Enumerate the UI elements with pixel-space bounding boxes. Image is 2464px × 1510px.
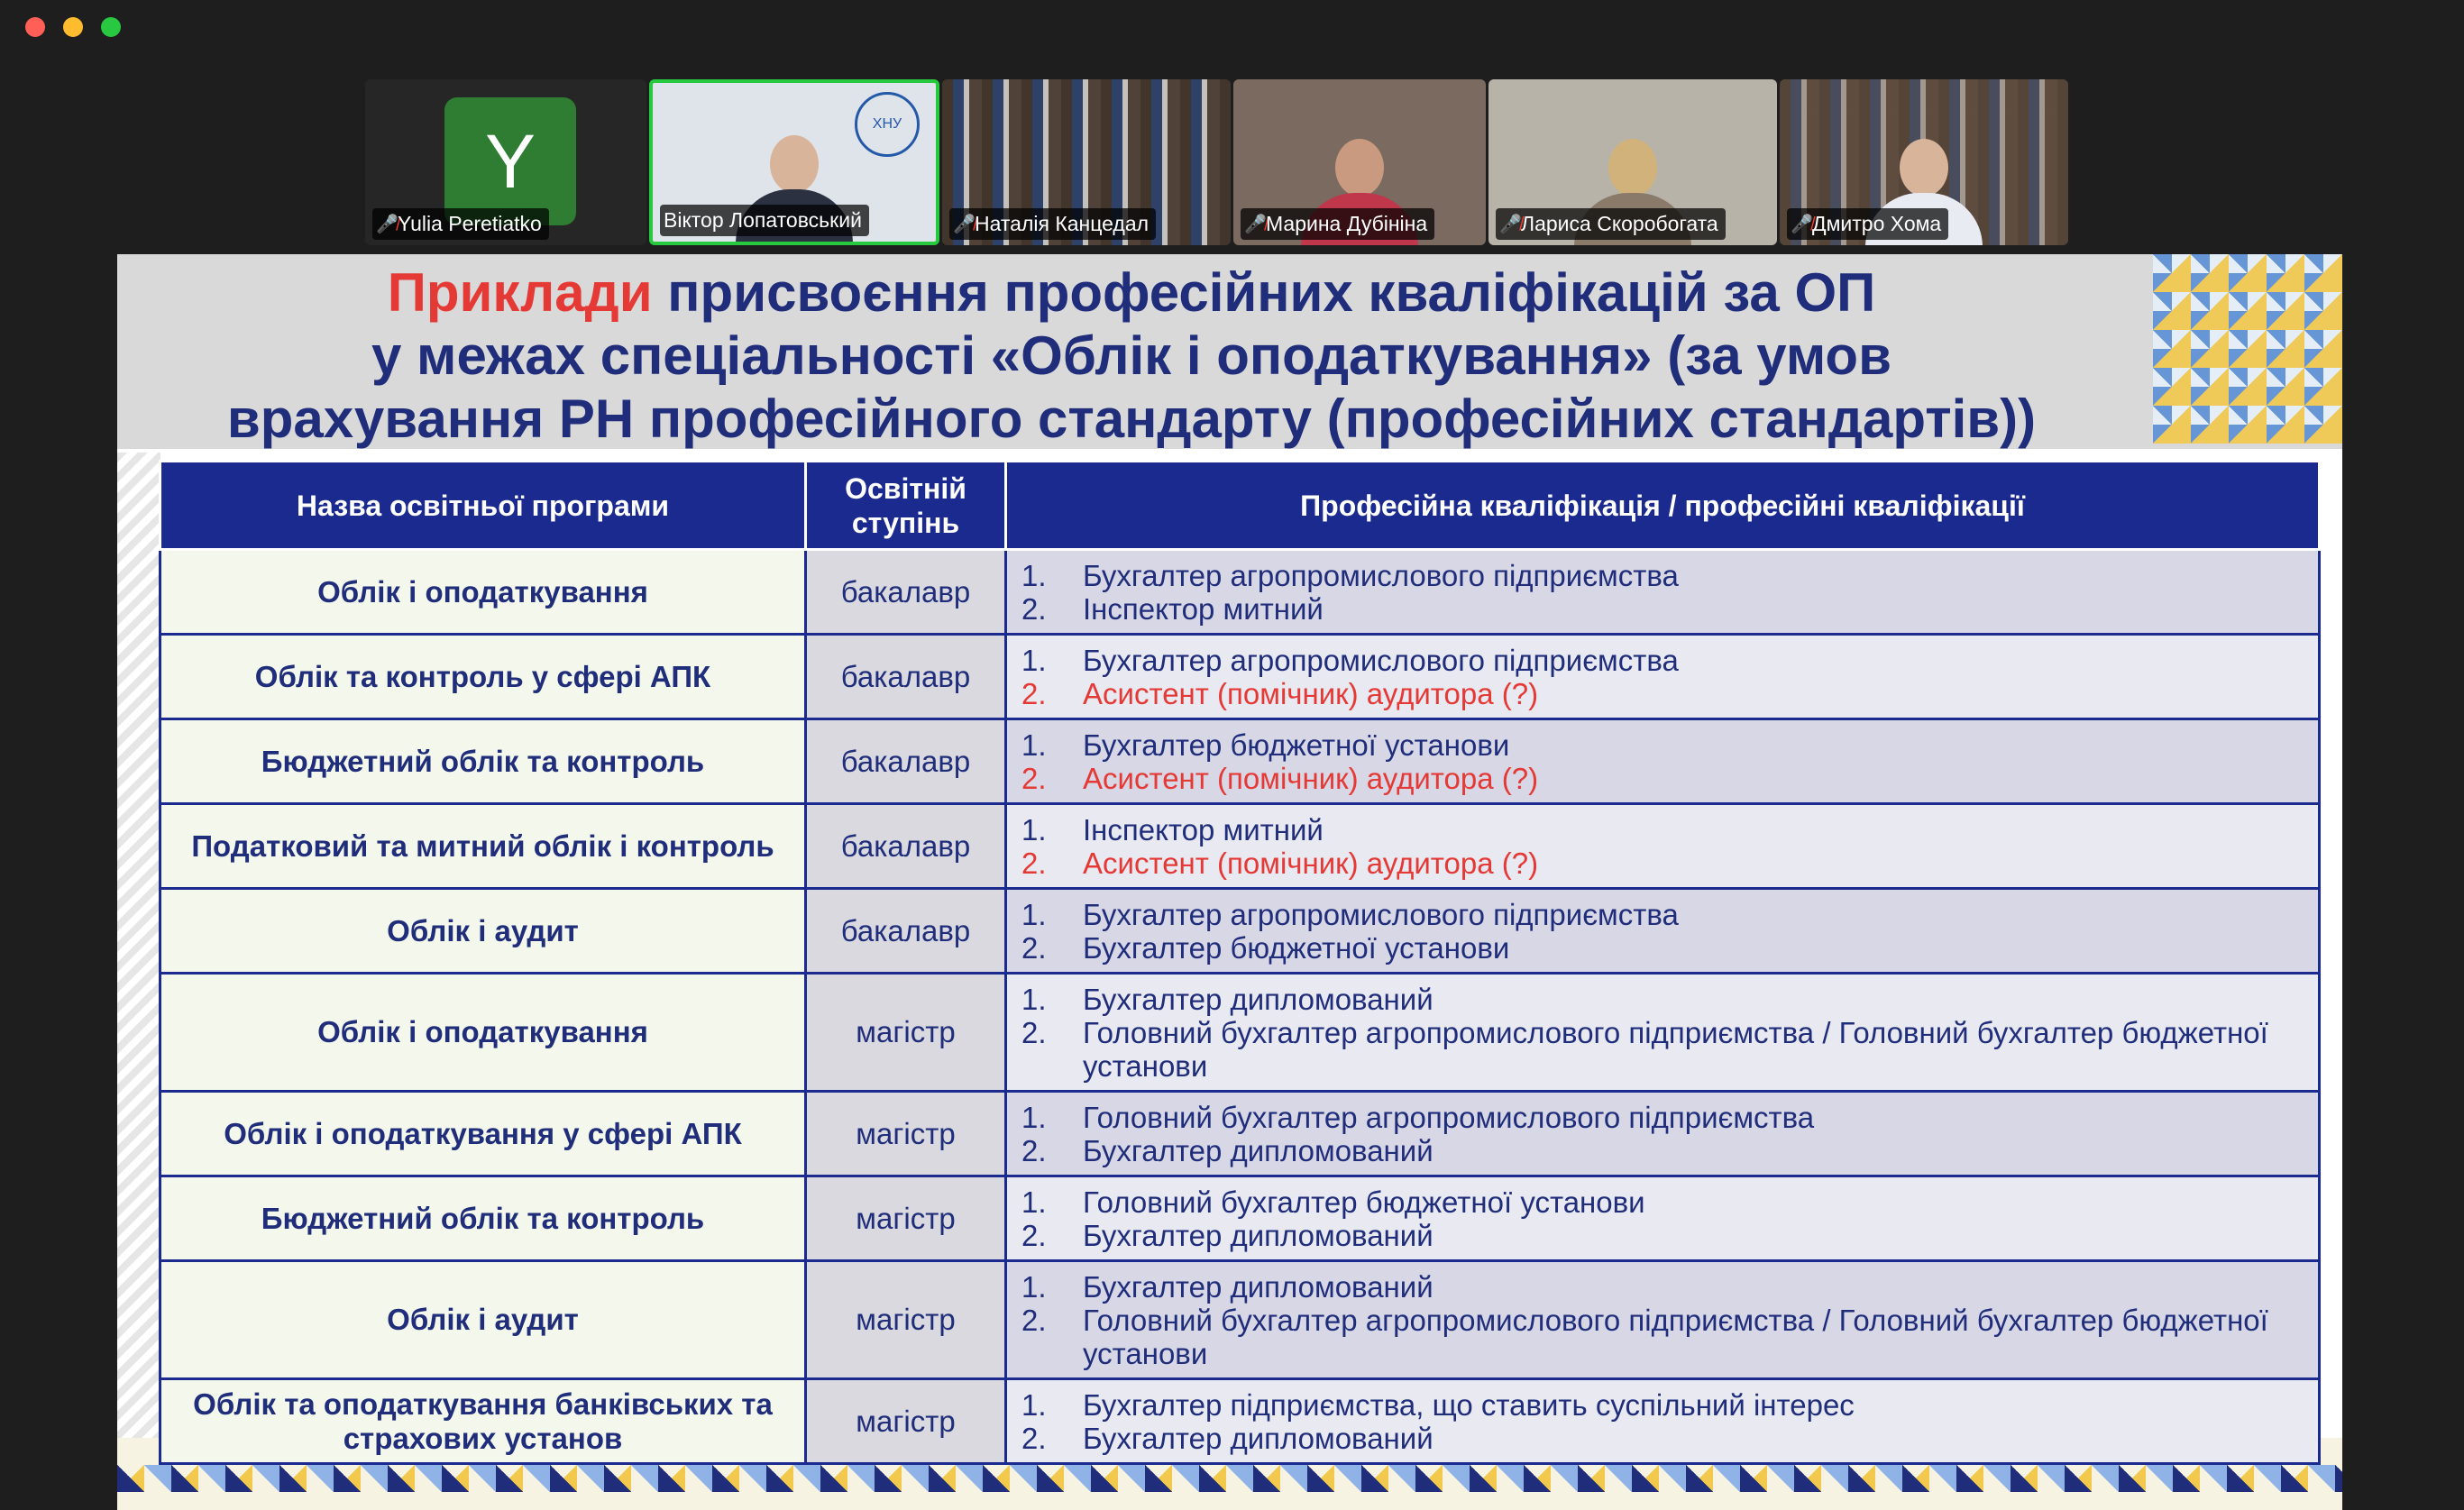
table-row bbox=[160, 1176, 2320, 1261]
participant-name: Yulia Peretiatko bbox=[398, 212, 542, 235]
qualification-text: Головний бухгалтер агропромислового підприємства / Головний бухгалтер бюджетної установи bbox=[1083, 1303, 2268, 1370]
qualification-number: 2. bbox=[1021, 1133, 1047, 1167]
qualification-text: Бухгалтер агропромислового підприємства bbox=[1083, 897, 1679, 931]
qualification-item bbox=[1021, 931, 2300, 965]
qualification-item bbox=[1021, 1101, 2300, 1134]
qualification-item bbox=[1021, 1388, 2300, 1422]
participant-gallery bbox=[365, 79, 2098, 245]
table-row bbox=[160, 550, 2320, 635]
participant-avatar: Y bbox=[444, 97, 576, 225]
qualification-number: 2. bbox=[1021, 761, 1047, 795]
program-name-cell: Податковий та митний облік і контроль bbox=[160, 804, 806, 889]
qualifications-cell bbox=[1006, 974, 2320, 1092]
participant-tile[interactable] bbox=[942, 79, 1231, 245]
table-row bbox=[160, 635, 2320, 719]
qualification-number: 1. bbox=[1021, 982, 1047, 1016]
degree-cell: бакалавр bbox=[806, 550, 1006, 635]
qualifications-cell bbox=[1006, 1176, 2320, 1261]
qualification-item bbox=[1021, 762, 2300, 795]
degree-cell: магістр bbox=[806, 974, 1006, 1092]
qualification-item bbox=[1021, 813, 2300, 847]
participant-tile[interactable] bbox=[365, 79, 646, 245]
participant-name: Лариса Скоробогата bbox=[1521, 212, 1718, 235]
qualifications-cell bbox=[1006, 719, 2320, 804]
qualification-number: 1. bbox=[1021, 643, 1047, 677]
mic-muted-icon: 🎤̸ bbox=[1244, 215, 1267, 234]
qualification-item bbox=[1021, 592, 2300, 626]
close-window-button[interactable] bbox=[25, 17, 45, 37]
qualification-number: 1. bbox=[1021, 1387, 1047, 1422]
degree-cell: бакалавр bbox=[806, 804, 1006, 889]
qualification-item bbox=[1021, 1185, 2300, 1219]
participant-name: Віктор Лопатовський bbox=[664, 208, 862, 232]
qualification-number: 2. bbox=[1021, 591, 1047, 626]
title-line-3: врахування РН професійного стандарту (професійних стандартів)) bbox=[226, 389, 2037, 449]
participant-tile-active-speaker[interactable] bbox=[649, 79, 939, 245]
program-name-cell: Облік та оподаткування банківських та страхових установ bbox=[160, 1379, 806, 1464]
participant-name-tag bbox=[372, 208, 549, 240]
slide-header bbox=[117, 254, 2342, 449]
mic-muted-icon: 🎤̸ bbox=[1791, 215, 1813, 234]
program-name-cell: Бюджетний облік та контроль bbox=[160, 719, 806, 804]
qualification-text: Бухгалтер бюджетної установи bbox=[1083, 930, 1510, 965]
decorative-stripes bbox=[117, 453, 160, 1507]
column-header-qualification: Професійна кваліфікація / професійні кваліфікації bbox=[1006, 462, 2320, 550]
participant-name-tag bbox=[660, 205, 869, 236]
qualifications-cell bbox=[1006, 1379, 2320, 1464]
qualifications-cell bbox=[1006, 550, 2320, 635]
table-row bbox=[160, 1379, 2320, 1464]
qualification-text: Бухгалтер дипломований bbox=[1083, 1133, 1434, 1167]
title-accent: Приклади bbox=[387, 262, 653, 323]
qualification-number: 1. bbox=[1021, 1185, 1047, 1219]
qualification-text: Бухгалтер дипломований bbox=[1083, 1421, 1434, 1455]
qualification-item bbox=[1021, 1016, 2300, 1083]
table-header-row bbox=[160, 462, 2320, 550]
degree-cell: бакалавр bbox=[806, 719, 1006, 804]
participant-name-tag bbox=[1496, 208, 1726, 240]
program-name-cell: Облік і оподаткування у сфері АПК bbox=[160, 1092, 806, 1176]
qualification-item bbox=[1021, 1422, 2300, 1455]
qualification-item bbox=[1021, 983, 2300, 1016]
program-name-cell: Облік і аудит bbox=[160, 1261, 806, 1379]
participant-name: Марина Дубініна bbox=[1266, 212, 1428, 235]
degree-cell: магістр bbox=[806, 1261, 1006, 1379]
qualifications-table bbox=[159, 460, 2321, 1465]
qualification-number: 1. bbox=[1021, 1269, 1047, 1304]
qualification-item bbox=[1021, 1134, 2300, 1167]
qualification-number: 2. bbox=[1021, 1218, 1047, 1252]
qualifications-cell bbox=[1006, 1092, 2320, 1176]
table-row bbox=[160, 1092, 2320, 1176]
qualifications-cell bbox=[1006, 1261, 2320, 1379]
program-name-cell: Облік і оподаткування bbox=[160, 974, 806, 1092]
mic-muted-icon: 🎤̸ bbox=[953, 215, 976, 234]
participant-tile[interactable] bbox=[1233, 79, 1486, 245]
mic-muted-icon: 🎤̸ bbox=[376, 215, 398, 234]
program-name-cell: Облік та контроль у сфері АПК bbox=[160, 635, 806, 719]
qualifications-cell bbox=[1006, 804, 2320, 889]
qualification-item bbox=[1021, 898, 2300, 931]
program-name-cell: Бюджетний облік та контроль bbox=[160, 1176, 806, 1261]
qualification-item bbox=[1021, 1270, 2300, 1304]
qualification-number: 1. bbox=[1021, 897, 1047, 931]
decorative-pattern bbox=[2153, 254, 2342, 444]
participant-name: Дмитро Хома bbox=[1812, 212, 1942, 235]
qualifications-cell bbox=[1006, 889, 2320, 974]
qualification-number: 1. bbox=[1021, 1100, 1047, 1134]
qualification-text: Асистент (помічник) аудитора (?) bbox=[1083, 846, 1539, 880]
qualification-item bbox=[1021, 559, 2300, 592]
qualifications-cell bbox=[1006, 635, 2320, 719]
qualification-item bbox=[1021, 1304, 2300, 1370]
program-name-cell: Облік і оподаткування bbox=[160, 550, 806, 635]
qualification-number: 2. bbox=[1021, 676, 1047, 710]
title-line-1: присвоєння професійних кваліфікацій за ОП bbox=[652, 262, 1876, 323]
title-line-2: у межах спеціальності «Облік і оподаткування» (за умов bbox=[371, 325, 1892, 386]
table-row bbox=[160, 1261, 2320, 1379]
qualification-item bbox=[1021, 728, 2300, 762]
participant-name-tag bbox=[1787, 208, 1948, 240]
qualification-item bbox=[1021, 677, 2300, 710]
maximize-window-button[interactable] bbox=[101, 17, 121, 37]
qualification-number: 2. bbox=[1021, 846, 1047, 880]
degree-cell: магістр bbox=[806, 1176, 1006, 1261]
degree-cell: магістр bbox=[806, 1092, 1006, 1176]
qualification-text: Інспектор митний bbox=[1083, 812, 1324, 847]
degree-cell: бакалавр bbox=[806, 635, 1006, 719]
qualification-number: 2. bbox=[1021, 1303, 1047, 1337]
qualification-text: Бухгалтер дипломований bbox=[1083, 1269, 1434, 1304]
mic-muted-icon: 🎤̸ bbox=[1499, 215, 1522, 234]
qualification-item bbox=[1021, 644, 2300, 677]
qualification-text: Бухгалтер агропромислового підприємства bbox=[1083, 558, 1679, 592]
qualification-number: 1. bbox=[1021, 812, 1047, 847]
qualification-number: 1. bbox=[1021, 728, 1047, 762]
qualification-text: Головний бухгалтер агропромислового підприємства / Головний бухгалтер бюджетної установи bbox=[1083, 1015, 2268, 1083]
qualification-number: 2. bbox=[1021, 1421, 1047, 1455]
participant-name: Наталія Канцедал bbox=[975, 212, 1150, 235]
window-controls bbox=[25, 17, 121, 37]
qualification-text: Асистент (помічник) аудитора (?) bbox=[1083, 761, 1539, 795]
table-row bbox=[160, 889, 2320, 974]
qualification-text: Головний бухгалтер агропромислового підприємства bbox=[1083, 1100, 1815, 1134]
qualification-text: Бухгалтер дипломований bbox=[1083, 982, 1434, 1016]
participant-name-tag bbox=[949, 208, 1156, 240]
qualification-number: 1. bbox=[1021, 558, 1047, 592]
participant-tile[interactable] bbox=[1780, 79, 2068, 245]
degree-cell: бакалавр bbox=[806, 889, 1006, 974]
qualification-text: Асистент (помічник) аудитора (?) bbox=[1083, 676, 1539, 710]
program-name-cell: Облік і аудит bbox=[160, 889, 806, 974]
table-row bbox=[160, 804, 2320, 889]
degree-cell: магістр bbox=[806, 1379, 1006, 1464]
table-row bbox=[160, 974, 2320, 1092]
participant-name-tag bbox=[1241, 208, 1434, 240]
university-logo-icon: ХНУ bbox=[855, 92, 920, 157]
qualification-number: 2. bbox=[1021, 1015, 1047, 1049]
column-header-program: Назва освітньої програми bbox=[160, 462, 806, 550]
qualification-text: Бухгалтер бюджетної установи bbox=[1083, 728, 1510, 762]
table-row bbox=[160, 719, 2320, 804]
qualification-text: Бухгалтер агропромислового підприємства bbox=[1083, 643, 1679, 677]
qualification-item bbox=[1021, 1219, 2300, 1252]
qualification-text: Бухгалтер підприємства, що ставить суспільний інтерес bbox=[1083, 1387, 1855, 1422]
qualification-text: Головний бухгалтер бюджетної установи bbox=[1083, 1185, 1645, 1219]
qualification-number: 2. bbox=[1021, 930, 1047, 965]
minimize-window-button[interactable] bbox=[63, 17, 83, 37]
qualification-text: Бухгалтер дипломований bbox=[1083, 1218, 1434, 1252]
column-header-degree: Освітній ступінь bbox=[806, 462, 1006, 550]
slide-title bbox=[117, 261, 2146, 451]
qualification-item bbox=[1021, 847, 2300, 880]
participant-tile[interactable] bbox=[1488, 79, 1777, 245]
qualification-text: Інспектор митний bbox=[1083, 591, 1324, 626]
shared-screen-slide bbox=[117, 254, 2342, 1510]
